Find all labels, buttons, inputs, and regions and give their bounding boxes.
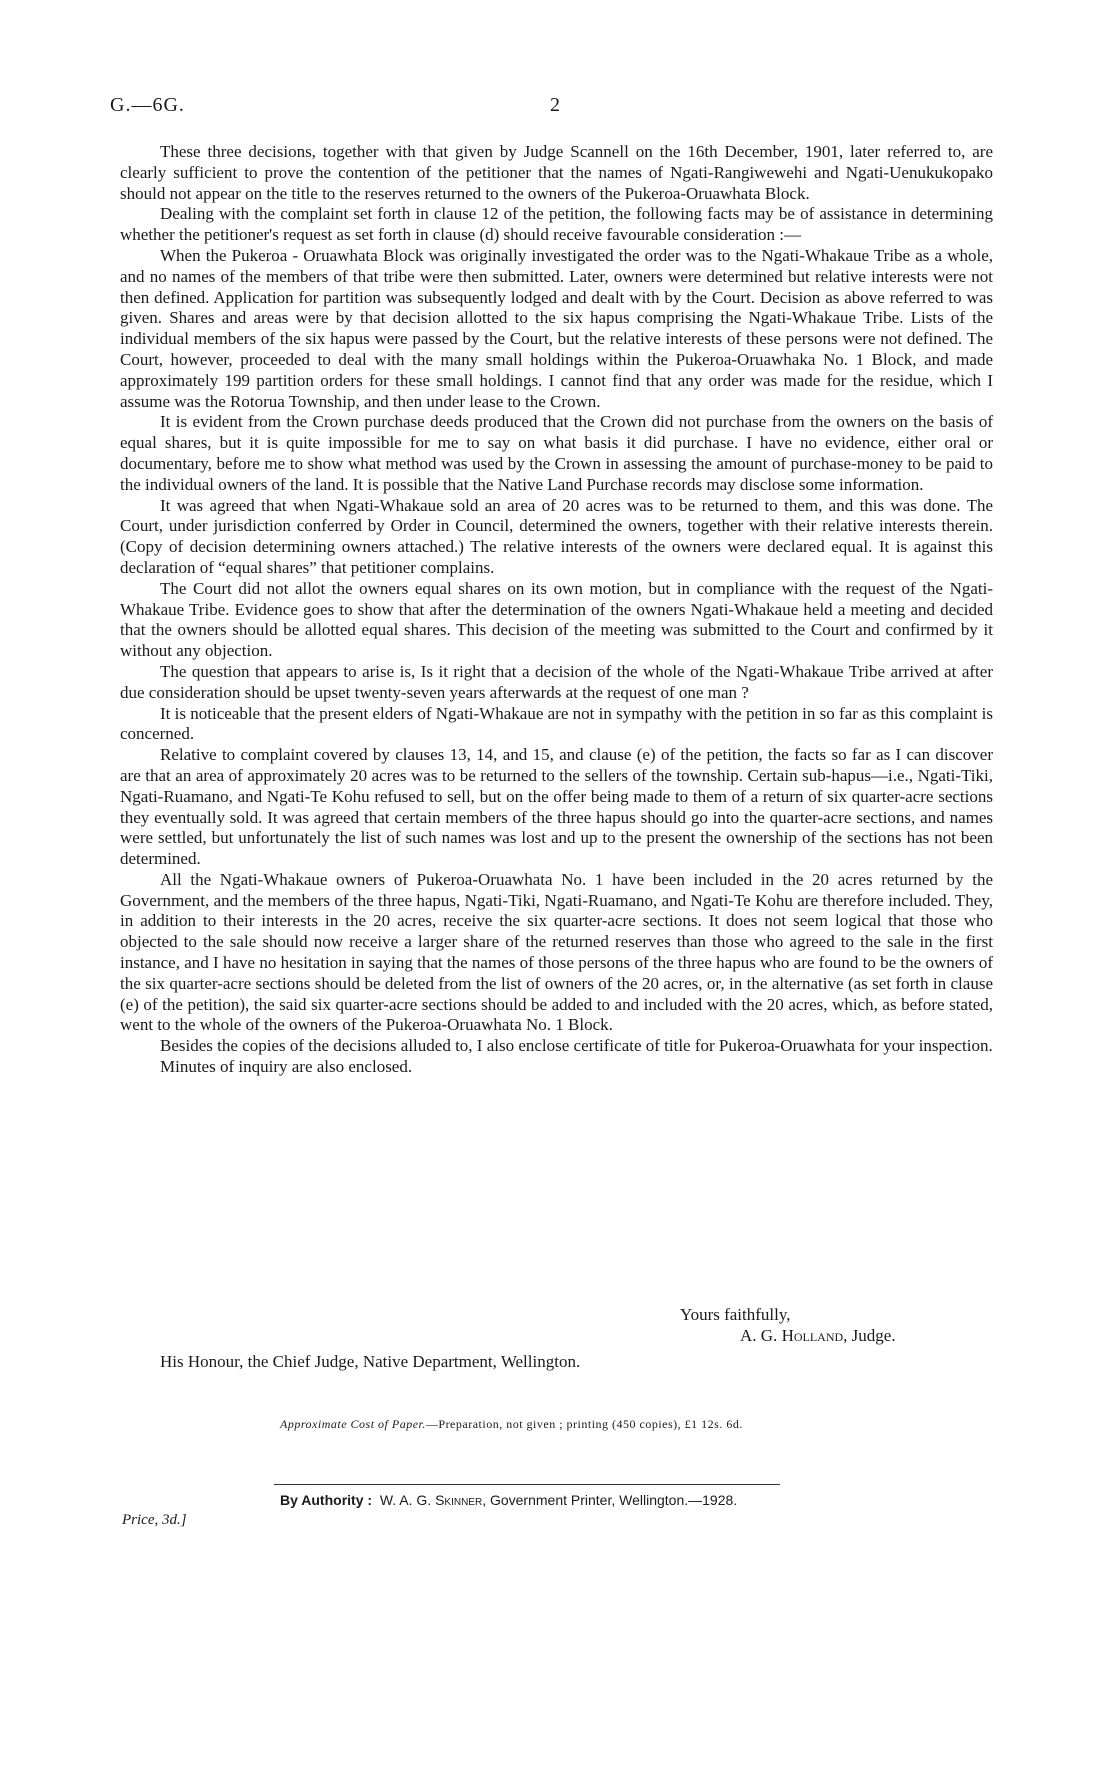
- paragraph: When the Pukeroa - Oruawhata Block was originally investigated the order was to the Ngati-Whakaue Tribe as a whole, and no names of the members of that tribe were then submitted. Later, owners were determined but relative interests were not then defined. Application for partition was subsequently lodged and dealt with by the Court. Decision as above referred to was given. Shares and areas were by that decision allotted to the six hapus comprising the Ngati-Whakaue Tribe. Lists of the individual members of the six hapus were passed by the Court, but the relative interests of these persons were not defined. The Court, however, proceeded to deal with the many small holdings within the Pukeroa-Oruawhaka No. 1 Block, and made approximately 199 partition orders for these small holdings. I cannot find that any order was made for the residue, which I assume was the Rotorua Township, and then under lease to the Crown.: [120, 245, 993, 411]
- cost-label: Approximate Cost of Paper.: [280, 1417, 426, 1431]
- authority-prefix: W. A. G.: [379, 1492, 436, 1508]
- paragraph: It was agreed that when Ngati-Whakaue sold an area of 20 acres was to be returned to them, and this was done. The Court, under jurisdiction conferred by Order in Council, determined the owners, together with their relative interests therein. (Copy of decision determining owners attached.) The relative interests of the owners were declared equal. It is against this declaration of “equal shares” that petitioner complains.: [120, 495, 993, 577]
- price-label: Price, 3d.]: [122, 1512, 187, 1528]
- footer-divider: [274, 1484, 780, 1485]
- signer-suffix: , Judge.: [843, 1326, 896, 1345]
- document-reference: G.—6G.: [110, 94, 185, 116]
- signature-line: [740, 1325, 896, 1346]
- paragraph: These three decisions, together with that given by Judge Scannell on the 16th December, 1901, later referred to, are clearly sufficient to prove the contention of the petitioner that the names of Ngati-Rangiwewehi and Ngati-Uenukukopako should not appear on the title to the reserves returned to the owners of the Pukeroa-Oruawhata Block.: [120, 142, 993, 203]
- cost-of-paper: [280, 1417, 743, 1432]
- paragraph: It is evident from the Crown purchase deeds produced that the Crown did not purchase from the owners on the basis of equal shares, but it is quite impossible for me to say on what basis it did purchase. I have no evidence, either oral or documentary, before me to show what method was used by the Crown in assessing the amount of purchase-money to be paid to the individual owners of the land. It is possible that the Native Land Purchase records may disclose some information.: [120, 412, 993, 494]
- closing-line: Yours faithfully,: [680, 1305, 791, 1324]
- addressee: His Honour, the Chief Judge, Native Department, Wellington.: [160, 1352, 581, 1371]
- authority-label: By Authority :: [280, 1492, 373, 1508]
- authority-suffix: , Government Printer, Wellington.—1928.: [482, 1492, 738, 1508]
- paragraph: It is noticeable that the present elders of Ngati-Whakaue are not in sympathy with the petition in so far as this complaint is concerned.: [120, 703, 993, 744]
- printer-authority: [280, 1492, 737, 1508]
- authority-name: Skinner: [435, 1492, 483, 1508]
- paragraph: All the Ngati-Whakaue owners of Pukeroa-Oruawhata No. 1 have been included in the 20 acres returned by the Government, and the members of the three hapus, Ngati-Tiki, Ngati-Ruamano, and Ngati-Te Kohu are therefore included. They, in addition to their interests in the 20 acres, receive the six quarter-acre sections. It does not seem logical that those who objected to the sale should now receive a larger share of the returned reserves than those who agreed to the sale in the first instance, and I have no hesitation in saying that the names of those persons of the three hapus who are found to be the owners of the six quarter-acre sections should be deleted from the list of owners of the 20 acres, or, in the alternative (as set forth in clause (e) of the petition), the said six quarter-acre sections should be added to and included with the 20 acres, which, as before stated, went to the whole of the owners of the Pukeroa-Oruawhata No. 1 Block.: [120, 869, 993, 1035]
- letter-body: [120, 142, 993, 1078]
- paragraph: Besides the copies of the decisions alluded to, I also enclose certificate of title for Pukeroa-Oruawhata for your inspection.: [160, 1036, 993, 1056]
- paragraph: The Court did not allot the owners equal shares on its own motion, but in compliance with the request of the Ngati-Whakaue Tribe. Evidence goes to show that after the determination of the owners Ngati-Whakaue held a meeting and decided that the owners should be allotted equal shares. This decision of the meeting was submitted to the Court and confirmed by it without any objection.: [120, 578, 993, 661]
- paragraph: The question that appears to arise is, Is it right that a decision of the whole of the Ngati-Whakaue Tribe arrived at after due consideration should be upset twenty-seven years afterwards at the request of one man ?: [120, 661, 993, 702]
- signer-name: Holland: [781, 1326, 844, 1345]
- cost-text: —Preparation, not given ; printing (450 copies), £1 12s. 6d.: [425, 1417, 743, 1431]
- paragraph: Minutes of inquiry are also enclosed.: [160, 1057, 413, 1077]
- paragraph: Relative to complaint covered by clauses 13, 14, and 15, and clause (e) of the petition, the facts so far as I can discover are that an area of approximately 20 acres was to be returned to the sellers of the township. Certain sub-hapus—i.e., Ngati-Tiki, Ngati-Ruamano, and Ngati-Te Kohu refused to sell, but on the offer being made to them of a return of six quarter-acre sections they eventually sold. It was agreed that certain members of the three hapus should go into the quarter-acre sections, and names were settled, but unfortunately the list of such names was lost and up to the present the ownership of the sections has not been determined.: [120, 745, 993, 869]
- signer-prefix: A. G.: [740, 1326, 782, 1345]
- paragraph: Dealing with the complaint set forth in clause 12 of the petition, the following facts may be of assistance in determining whether the petitioner's request as set forth in clause (d) should receive favourable consideration :—: [120, 204, 993, 245]
- page-number: 2: [550, 94, 560, 116]
